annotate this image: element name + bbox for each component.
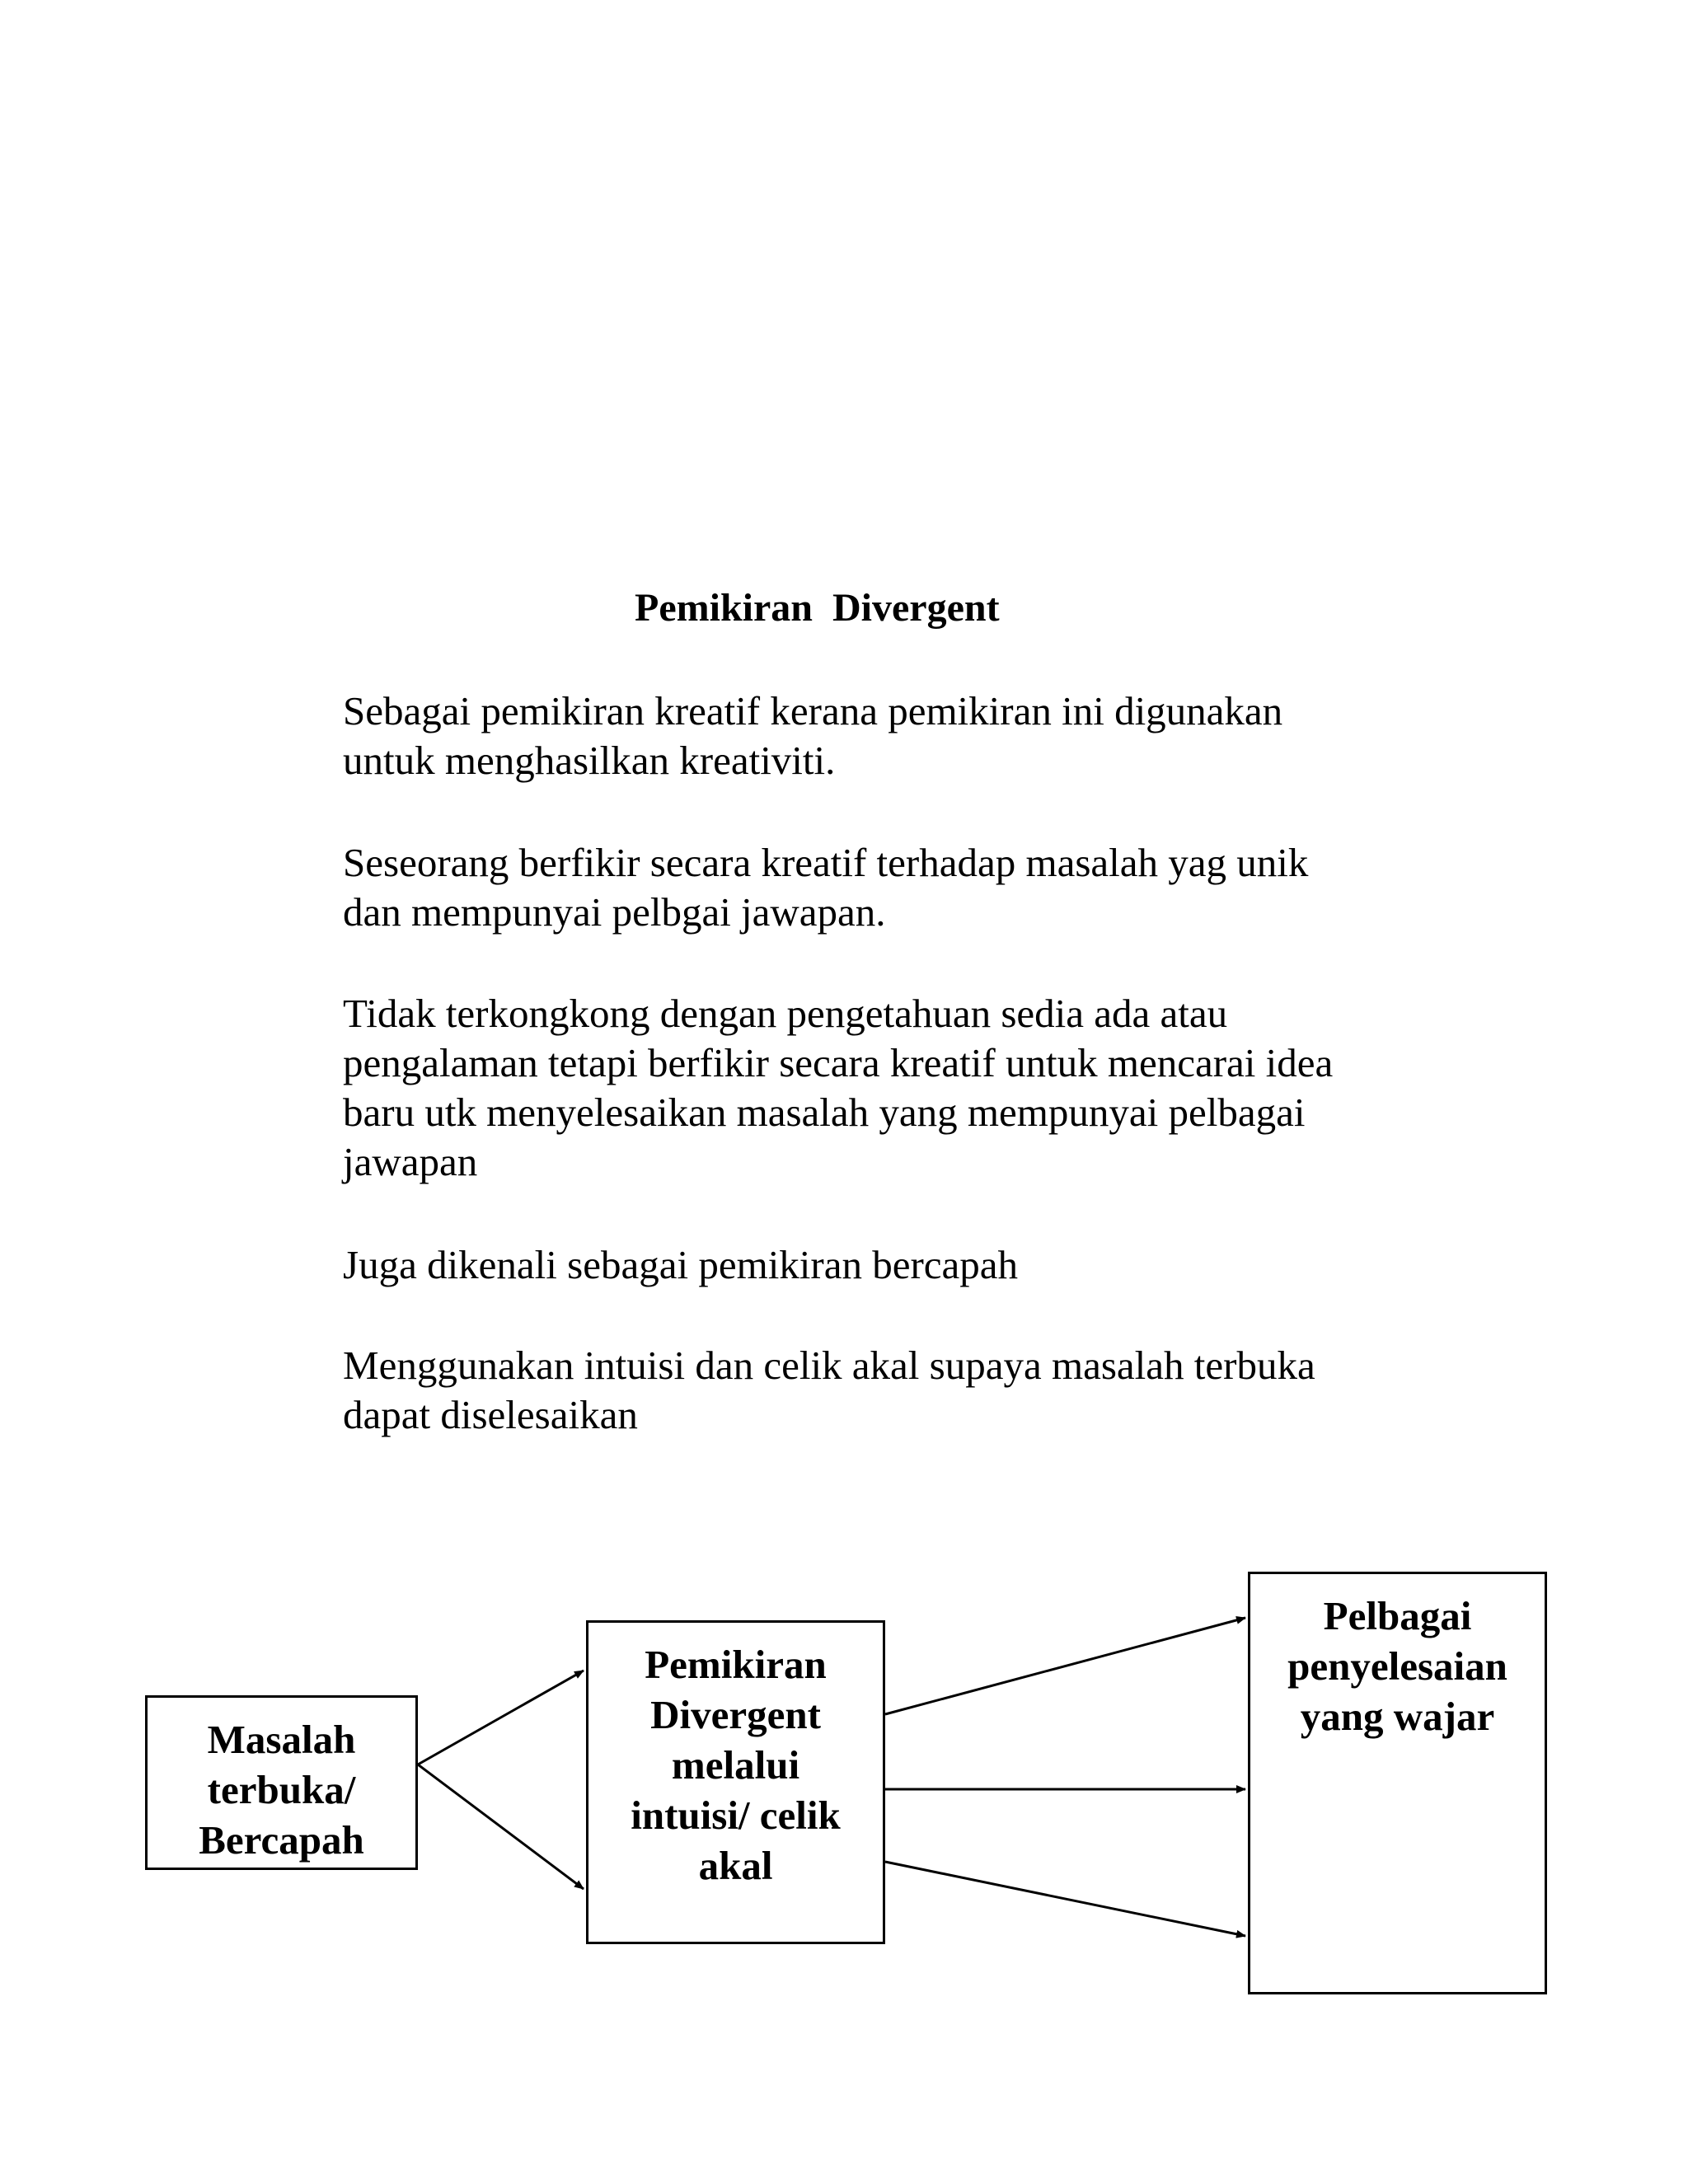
paragraph-line: dan mempunyai pelbgai jawapan. (343, 889, 886, 935)
paragraph-line: dapat diselesaikan (343, 1392, 638, 1437)
box-line: Pemikiran (645, 1642, 827, 1687)
arrow-masalah-to-pemikiran-lower (418, 1765, 584, 1889)
box-line: yang wajar (1300, 1694, 1495, 1739)
box-line: Masalah (207, 1717, 356, 1762)
paragraph-line: jawapan (343, 1139, 478, 1184)
paragraph-line: untuk menghasilkan kreativiti. (343, 738, 836, 783)
arrow-masalah-to-pemikiran-upper (418, 1671, 584, 1765)
paragraph-line: pengalaman tetapi berfikir secara kreatif untuk mencarai idea (343, 1040, 1334, 1085)
paragraph-line: baru utk menyelesaikan masalah yang mempunyai pelbagai (343, 1090, 1306, 1135)
box-line: Divergent (650, 1692, 821, 1737)
arrow-pemikiran-to-penyelesaian-upper (885, 1618, 1245, 1714)
box-line: Bercapah (199, 1817, 364, 1863)
box-line: Pelbagai (1323, 1593, 1472, 1638)
paragraph-line: Sebagai pemikiran kreatif kerana pemikiran ini digunakan (343, 688, 1283, 733)
box-pelbagai-penyelesaian (1248, 1572, 1547, 1994)
paragraph-line: Seseorang berfikir secara kreatif terhadap masalah yag unik (343, 840, 1309, 885)
page-title: Pemikiran Divergent (635, 586, 1000, 630)
box-masalah-terbuka (145, 1695, 418, 1870)
box-line: melalui (671, 1742, 800, 1788)
paragraph-line: Juga dikenali sebagai pemikiran bercapah (343, 1242, 1019, 1287)
arrow-pemikiran-to-penyelesaian-lower (885, 1862, 1245, 1936)
box-pemikiran-divergent (586, 1620, 885, 1944)
paragraph-line: Tidak terkongkong dengan pengetahuan sedia ada atau (343, 991, 1228, 1036)
box-line: intuisi/ celik (631, 1793, 841, 1838)
box-line: penyelesaian (1287, 1643, 1507, 1689)
box-line: terbuka/ (207, 1767, 356, 1812)
paragraph-line: Menggunakan intuisi dan celik akal supaya masalah terbuka (343, 1343, 1315, 1388)
box-line: akal (698, 1843, 773, 1888)
